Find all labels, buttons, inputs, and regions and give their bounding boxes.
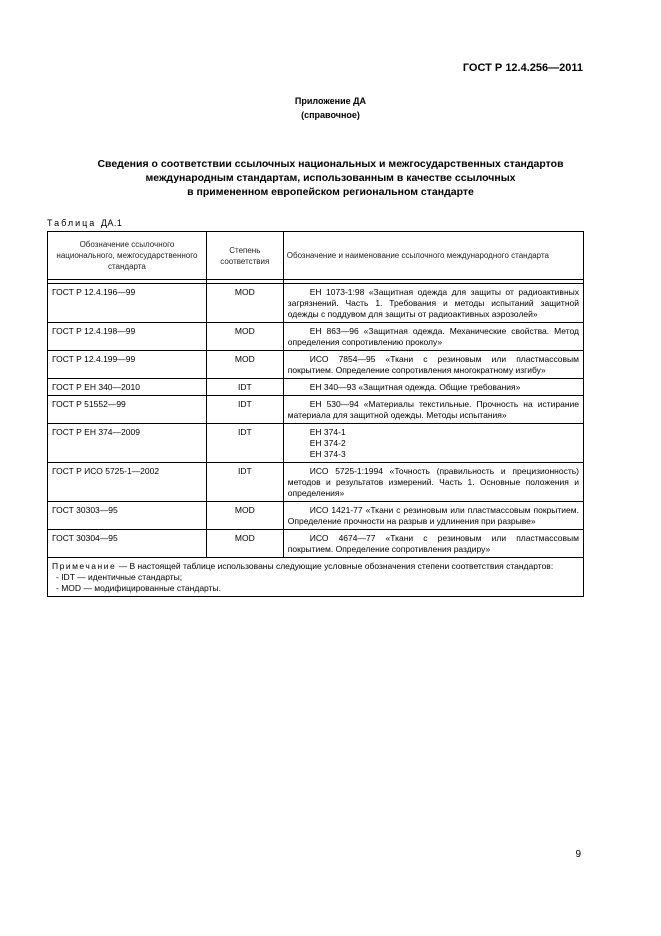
- correspondence-table: [47, 231, 584, 597]
- degree-of-correspondence: IDT: [206, 424, 283, 463]
- appendix-title: Приложение ДА: [294, 96, 367, 106]
- header-national-standard: Обозначение ссылочного национального, межгосударственного стандарта: [48, 232, 207, 280]
- description-line: ЕН 1073-1:98 «Защитная одежда для защиты от радиоактивных загрязнений. Часть 1. Требования и методы испытаний защитной одежды с поддувом для защиты от радиоактивных аэрозолей»: [287, 287, 579, 319]
- table-row: [48, 502, 584, 530]
- table-body: [48, 280, 584, 558]
- table-caption-number: ДА.1: [100, 218, 123, 228]
- appendix-subtitle: (справочное): [301, 110, 360, 120]
- international-standard-description: [283, 323, 583, 351]
- note-item-mod: - MOD — модифицированные стандарты.: [56, 583, 221, 593]
- page-number: 9: [575, 849, 581, 860]
- international-standard-description: [283, 396, 583, 424]
- document-code: ГОСТ Р 12.4.256—2011: [462, 62, 583, 74]
- international-standard-description: [283, 502, 583, 530]
- title-line: в примененном европейском региональном стандарте: [187, 186, 474, 198]
- header-international-standard: Обозначение и наименование ссылочного международного стандарта: [283, 232, 583, 280]
- note-row: [48, 558, 584, 597]
- description-line: ИСО 5725-1:1994 «Точность (правильность и прецизионность) методов и результатов измерений. Часть 1. Основные положения и определения»: [287, 466, 579, 498]
- national-standard-code: ГОСТ 30303—95: [48, 502, 207, 530]
- table-header-row: [48, 232, 584, 280]
- national-standard-code: ГОСТ Р 12.4.196—99: [48, 284, 207, 323]
- description-line: ИСО 4674—77 «Ткани с резиновым или пластмассовым покрытием. Определение сопротивления раздиру»: [287, 533, 579, 554]
- header-degree: Степень соответствия: [206, 232, 283, 280]
- note-text: — В настоящей таблице использованы следующие условные обозначения степени соответствия стандартов:: [118, 561, 554, 571]
- table-row: [48, 284, 584, 323]
- international-standard-description: [283, 351, 583, 379]
- table-row: [48, 396, 584, 424]
- international-standard-description: [283, 463, 583, 502]
- degree-of-correspondence: MOD: [206, 502, 283, 530]
- table-caption: [47, 218, 122, 228]
- description-line: ЕН 530—94 «Материалы текстильные. Прочность на истирание материала для защитной одежды. Методы испытания»: [287, 399, 579, 420]
- description-line: ИСО 1421-77 «Ткани с резиновым или пластмассовым покрытием. Определение прочности на разрыв и удлинения при разрыве»: [287, 505, 579, 526]
- national-standard-code: ГОСТ 30304—95: [48, 530, 207, 558]
- appendix-heading: [0, 94, 661, 122]
- international-standard-description: [283, 424, 583, 463]
- section-title: [40, 157, 621, 199]
- national-standard-code: ГОСТ Р ЕН 340—2010: [48, 379, 207, 396]
- table-note: [48, 558, 584, 597]
- table-row: [48, 323, 584, 351]
- national-standard-code: ГОСТ Р 12.4.199—99: [48, 351, 207, 379]
- description-line: ЕН 374-3: [309, 449, 346, 459]
- degree-of-correspondence: MOD: [206, 530, 283, 558]
- note-item-idt: - IDT — идентичные стандарты;: [56, 572, 183, 582]
- national-standard-code: ГОСТ Р 51552—99: [48, 396, 207, 424]
- table-row: [48, 379, 584, 396]
- national-standard-code: ГОСТ Р 12.4.198—99: [48, 323, 207, 351]
- description-line: ЕН 340—93 «Защитная одежда. Общие требования»: [309, 382, 521, 392]
- international-standard-description: [283, 530, 583, 558]
- degree-of-correspondence: IDT: [206, 379, 283, 396]
- international-standard-description: [283, 379, 583, 396]
- description-line: ЕН 863—96 «Защитная одежда. Механические свойства. Метод определения сопротивлению проколу»: [287, 326, 579, 347]
- table-row: [48, 463, 584, 502]
- degree-of-correspondence: IDT: [206, 463, 283, 502]
- title-line: международным стандартам, использованным в качестве ссылочных: [145, 172, 516, 184]
- degree-of-correspondence: MOD: [206, 284, 283, 323]
- degree-of-correspondence: MOD: [206, 351, 283, 379]
- national-standard-code: ГОСТ Р ЕН 374—2009: [48, 424, 207, 463]
- international-standard-description: [283, 284, 583, 323]
- degree-of-correspondence: IDT: [206, 396, 283, 424]
- description-line: ЕН 374-1: [309, 427, 346, 437]
- table-row: [48, 530, 584, 558]
- description-line: ЕН 374-2: [309, 438, 346, 448]
- note-label: Примечание: [52, 561, 117, 571]
- table-row: [48, 424, 584, 463]
- degree-of-correspondence: MOD: [206, 323, 283, 351]
- title-line: Сведения о соответствии ссылочных национальных и межгосударственных стандартов: [97, 158, 564, 170]
- description-line: ИСО 7854—95 «Ткани с резиновым или пластмассовым покрытием. Определение сопротивления многократному изгибу»: [287, 354, 579, 375]
- table-row: [48, 351, 584, 379]
- table-caption-label: Таблица: [47, 218, 97, 228]
- national-standard-code: ГОСТ Р ИСО 5725-1—2002: [48, 463, 207, 502]
